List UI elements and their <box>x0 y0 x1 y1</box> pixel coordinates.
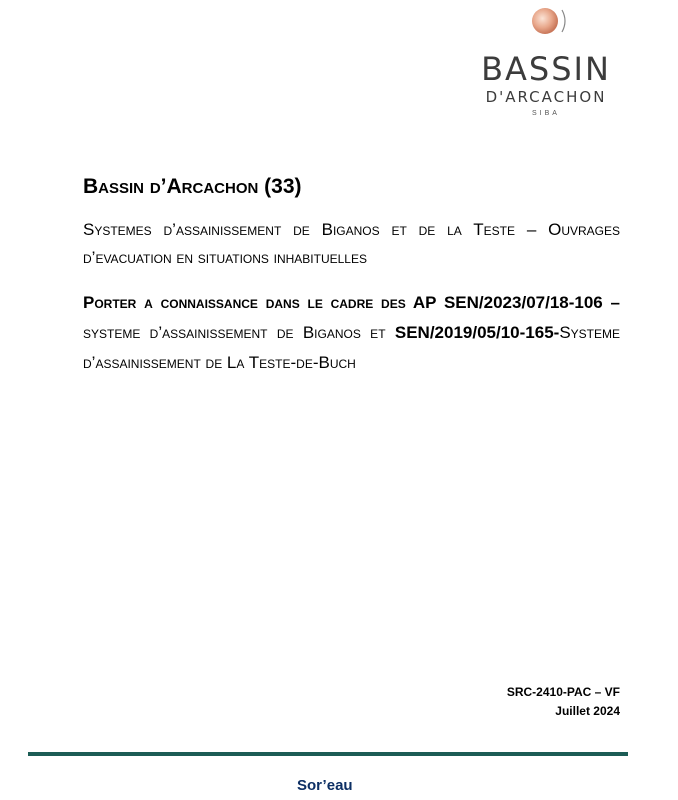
description-part-1: Porter a connaissance dans le cadre des AP SEN/2023/07/18-106 – <box>83 293 620 312</box>
document-subtitle: Systemes d’assainissement de Biganos et de la Teste – Ouvrages d’evacuation en situations inhabituelles <box>83 220 620 267</box>
document-description <box>83 288 620 378</box>
logo-subtitle: D'ARCACHON <box>485 88 607 106</box>
description-part-2: systeme d’assainissement de Biganos et <box>83 323 395 342</box>
siba-logo <box>476 6 616 116</box>
footer-brand-logo: Sor’eau <box>297 777 353 794</box>
reference-date: Juillet 2024 <box>555 704 620 718</box>
document-reference <box>507 683 620 721</box>
document-heading: Bassin d’Arcachon (33) <box>83 175 302 198</box>
reference-code: SRC-2410-PAC – VF <box>506 685 620 699</box>
description-part-4: Systeme d’assainissement de La Teste-de-Buch <box>83 323 620 372</box>
footer-rule <box>28 752 628 756</box>
logo-tagline: SIBA <box>532 110 560 117</box>
logo-shell-icon <box>530 6 570 38</box>
logo-title: BASSIN <box>481 50 611 88</box>
description-part-3: SEN/2019/05/10-165- <box>394 323 560 342</box>
